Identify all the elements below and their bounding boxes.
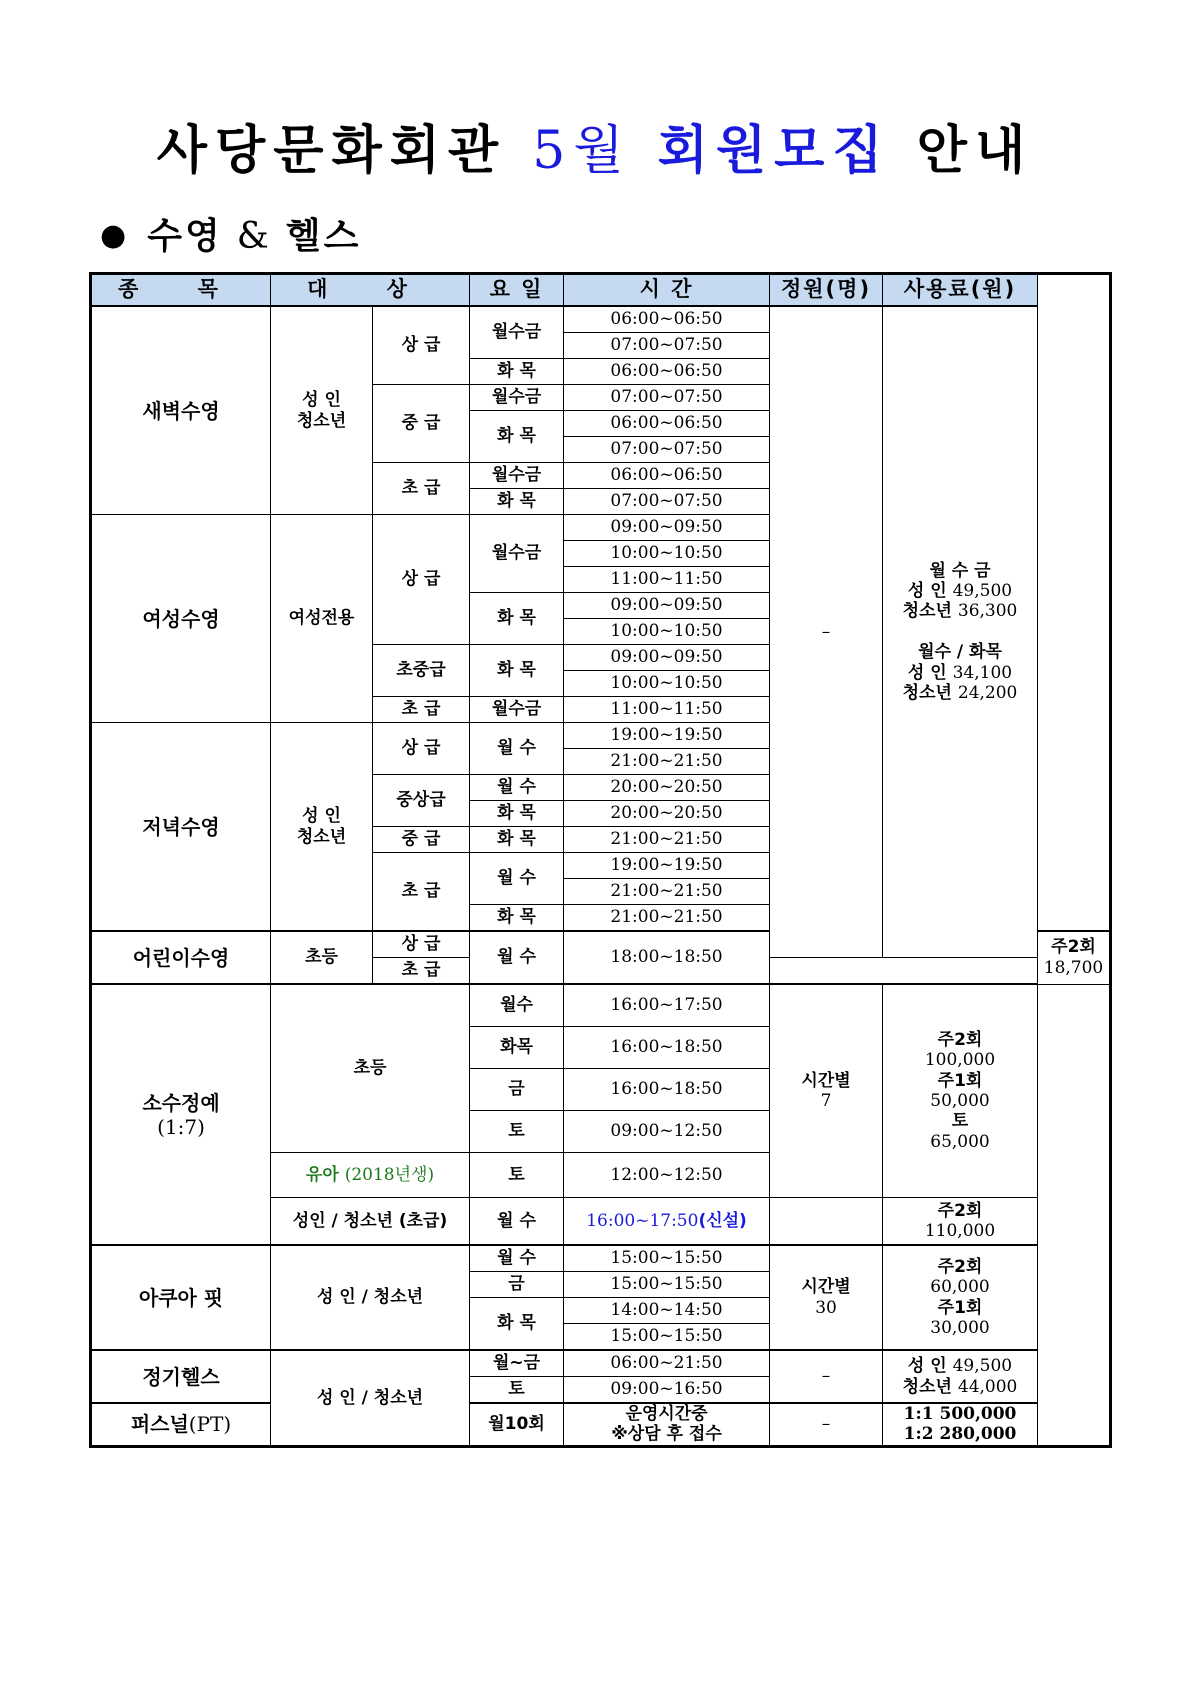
day-cell: 화 목 — [470, 411, 564, 463]
capacity-elite: 시간별 7 — [770, 984, 883, 1198]
level-cell: 상 급 — [373, 515, 470, 645]
fee-elite: 주2회 100,000 주1회 50,000 토 65,000 — [883, 984, 1038, 1198]
time-cell: 21:00~21:50 — [564, 827, 770, 853]
time-cell: 16:00~18:50 — [564, 1069, 770, 1111]
time-cell: 09:00~09:50 — [564, 593, 770, 619]
table-row — [91, 1245, 1111, 1272]
table-header-row — [91, 274, 1111, 307]
time-cell: 15:00~15:50 — [564, 1245, 770, 1272]
category-evening-swim: 저녁수영 — [91, 723, 271, 932]
capacity-pt: – — [770, 1403, 883, 1446]
level-cell: 초 급 — [373, 853, 470, 932]
day-cell: 월~금 — [470, 1350, 564, 1377]
day-cell: 화 목 — [470, 1298, 564, 1351]
fee-gym: 성 인 49,500 청소년 44,000 — [883, 1350, 1038, 1403]
level-cell: 중 급 — [373, 827, 470, 853]
day-cell: 토 — [470, 1153, 564, 1198]
day-cell: 월수 — [470, 984, 564, 1027]
header-fee: 사용료(원) — [883, 274, 1038, 307]
target-kids: 초등 — [271, 931, 373, 984]
title-guide: 안내 — [916, 121, 1034, 181]
time-cell: 19:00~19:50 — [564, 723, 770, 749]
time-cell: 20:00~20:50 — [564, 801, 770, 827]
time-cell: 07:00~07:50 — [564, 385, 770, 411]
time-cell: 06:00~06:50 — [564, 359, 770, 385]
level-cell: 중 급 — [373, 385, 470, 463]
time-cell: 09:00~12:50 — [564, 1111, 770, 1153]
time-cell: 07:00~07:50 — [564, 437, 770, 463]
target-evening: 성 인 청소년 — [271, 723, 373, 932]
category-elite: 소수정예 (1:7) — [91, 984, 271, 1245]
target-toddler: 유아 (2018년생) — [271, 1153, 470, 1198]
day-cell: 화 목 — [470, 489, 564, 515]
header-day: 요 일 — [470, 274, 564, 307]
section-swim: 수영 — [147, 216, 223, 257]
day-cell: 월 수 — [470, 1245, 564, 1272]
time-cell: 06:00~21:50 — [564, 1350, 770, 1377]
table-row — [91, 306, 1111, 333]
day-cell: 월수금 — [470, 306, 564, 359]
time-cell: 운영시간중 ※상담 후 접수 — [564, 1403, 770, 1446]
level-cell: 초 급 — [373, 697, 470, 723]
fee-kids: 주2회 18,700 — [1038, 931, 1111, 984]
day-cell: 월 수 — [470, 853, 564, 905]
time-cell: 09:00~16:50 — [564, 1377, 770, 1404]
day-cell: 월수금 — [470, 463, 564, 489]
target-elite: 초등 — [271, 984, 470, 1153]
level-cell: 초중급 — [373, 645, 470, 697]
day-cell: 화 목 — [470, 593, 564, 645]
section-gym: 헬스 — [285, 216, 362, 257]
title-month: 5월 — [532, 121, 632, 181]
header-time: 시 간 — [564, 274, 770, 307]
time-cell: 19:00~19:50 — [564, 853, 770, 879]
time-cell: 18:00~18:50 — [564, 931, 770, 984]
time-cell: 06:00~06:50 — [564, 306, 770, 333]
time-cell: 07:00~07:50 — [564, 489, 770, 515]
day-cell: 월수금 — [470, 385, 564, 411]
day-cell: 월10회 — [470, 1403, 564, 1446]
title-venue: 사당문화회관 — [156, 121, 507, 181]
day-cell: 금 — [470, 1069, 564, 1111]
category-gym: 정기헬스 — [91, 1350, 271, 1403]
time-cell: 11:00~11:50 — [564, 567, 770, 593]
day-cell: 금 — [470, 1272, 564, 1298]
day-cell: 월수금 — [470, 697, 564, 723]
day-cell: 화 목 — [470, 359, 564, 385]
header-category: 종 목 — [91, 274, 271, 307]
fee-adult-beginner: 주2회 110,000 — [883, 1198, 1038, 1246]
fee-pt: 1:1 500,000 1:2 280,000 — [883, 1403, 1038, 1446]
title-recruit: 회원모집 — [657, 121, 891, 181]
day-cell: 월 수 — [470, 775, 564, 801]
fee-swim: 월 수 금 성 인 49,500 청소년 36,300 월수 / 화목 성 인 34,100 청소년 24,200 — [883, 306, 1038, 958]
capacity-gym: – — [770, 1350, 883, 1403]
table-row — [91, 1350, 1111, 1377]
capacity-aqua: 시간별 30 — [770, 1245, 883, 1350]
level-cell: 중상급 — [373, 775, 470, 827]
time-cell: 14:00~14:50 — [564, 1298, 770, 1324]
day-cell: 월 수 — [470, 931, 564, 984]
time-cell: 15:00~15:50 — [564, 1272, 770, 1298]
day-cell: 월수금 — [470, 515, 564, 593]
time-cell: 16:00~17:50 — [564, 984, 770, 1027]
level-cell: 상 급 — [373, 306, 470, 385]
time-cell: 09:00~09:50 — [564, 515, 770, 541]
category-aqua-fit: 아쿠아 핏 — [91, 1245, 271, 1350]
target-adult-beginner: 성인 / 청소년 (초급) — [271, 1198, 470, 1246]
target-gym: 성 인 / 청소년 — [271, 1350, 470, 1446]
category-women-swim: 여성수영 — [91, 515, 271, 723]
time-cell: 09:00~09:50 — [564, 645, 770, 671]
target-aqua: 성 인 / 청소년 — [271, 1245, 470, 1350]
page-title — [0, 108, 1190, 183]
table-row — [91, 984, 1111, 1027]
header-target: 대 상 — [271, 274, 470, 307]
day-cell: 화 목 — [470, 827, 564, 853]
time-cell: 10:00~10:50 — [564, 541, 770, 567]
time-cell: 06:00~06:50 — [564, 411, 770, 437]
header-capacity: 정원(명) — [770, 274, 883, 307]
time-cell: 10:00~10:50 — [564, 671, 770, 697]
time-cell: 07:00~07:50 — [564, 333, 770, 359]
capacity-swim: – — [770, 306, 883, 958]
target-dawn: 성 인 청소년 — [271, 306, 373, 515]
level-cell: 초 급 — [373, 958, 470, 985]
day-cell: 월 수 — [470, 1198, 564, 1246]
time-cell: 21:00~21:50 — [564, 749, 770, 775]
time-cell: 21:00~21:50 — [564, 879, 770, 905]
level-cell: 상 급 — [373, 723, 470, 775]
category-kids-swim: 어린이수영 — [91, 931, 271, 984]
day-cell: 월 수 — [470, 723, 564, 775]
target-women: 여성전용 — [271, 515, 373, 723]
bullet-icon: ● — [100, 218, 130, 253]
time-cell: 20:00~20:50 — [564, 775, 770, 801]
level-cell: 초 급 — [373, 463, 470, 515]
section-amp: & — [236, 216, 272, 257]
day-cell: 화목 — [470, 1027, 564, 1069]
day-cell: 화 목 — [470, 801, 564, 827]
fee-aqua: 주2회 60,000 주1회 30,000 — [883, 1245, 1038, 1350]
time-cell: 21:00~21:50 — [564, 905, 770, 932]
time-cell: 15:00~15:50 — [564, 1324, 770, 1351]
time-cell: 10:00~10:50 — [564, 619, 770, 645]
time-cell: 11:00~11:50 — [564, 697, 770, 723]
schedule-table — [89, 272, 1112, 1448]
time-cell-new: 16:00~17:50(신설) — [564, 1198, 770, 1246]
category-dawn-swim: 새벽수영 — [91, 306, 271, 515]
level-cell: 상 급 — [373, 931, 470, 958]
time-cell: 06:00~06:50 — [564, 463, 770, 489]
day-cell: 화 목 — [470, 645, 564, 697]
section-heading — [100, 208, 361, 259]
capacity-adult-beginner — [770, 1198, 883, 1246]
day-cell: 토 — [470, 1111, 564, 1153]
day-cell: 토 — [470, 1377, 564, 1404]
time-cell: 12:00~12:50 — [564, 1153, 770, 1198]
time-cell: 16:00~18:50 — [564, 1027, 770, 1069]
category-pt: 퍼스널(PT) — [91, 1403, 271, 1446]
day-cell: 화 목 — [470, 905, 564, 932]
